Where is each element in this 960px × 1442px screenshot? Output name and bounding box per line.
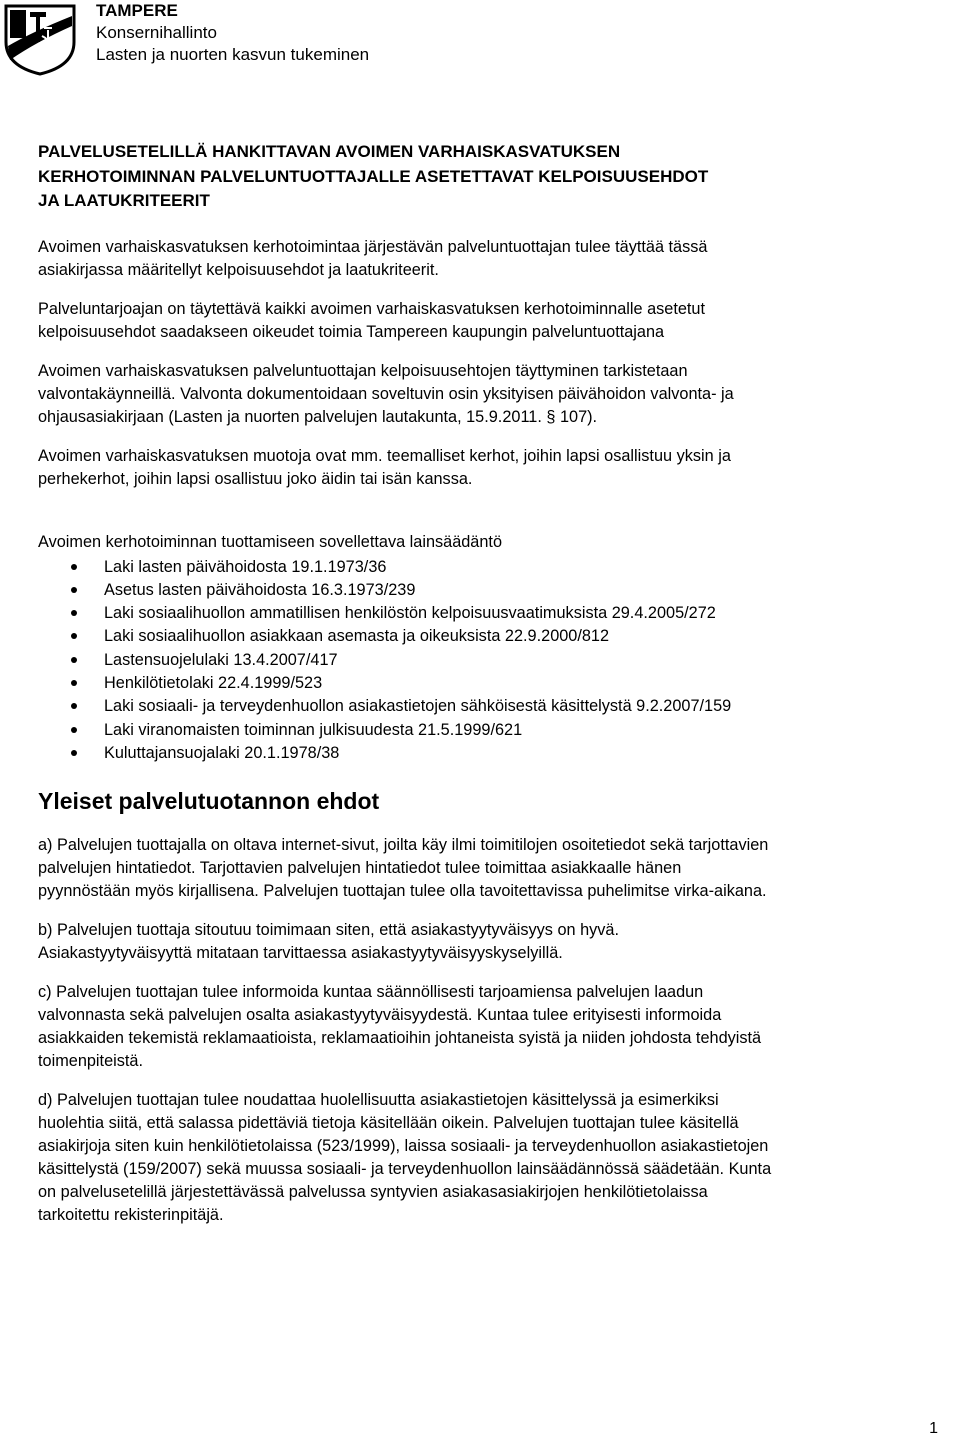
tampere-coat-of-arms-icon: [2, 2, 78, 76]
section-heading: Yleiset palvelutuotannon ehdot: [38, 788, 380, 815]
text-line: on palvelusetelillä järjestettävässä palvelussa syntyvien asiakasasiakirjojen henkilötietolaissa: [38, 1183, 708, 1202]
text-line: c) Palvelujen tuottajan tulee informoida kuntaa säännöllisesti tarjoamiensa palvelujen laadun: [38, 983, 704, 1002]
bullet-icon: [71, 564, 77, 570]
document-body: [38, 140, 958, 1227]
intro-paragraph-4: [38, 445, 958, 491]
list-item: [38, 719, 958, 742]
intro-paragraph-3: [38, 360, 958, 429]
list-item: [38, 579, 958, 602]
text-line: ohjausasiakirjaan (Lasten ja nuorten palvelujen lautakunta, 15.9.2011. § 107).: [38, 407, 598, 426]
condition-a: [38, 834, 958, 903]
list-item: [38, 556, 958, 579]
department-name: Lasten ja nuorten kasvun tukeminen: [96, 45, 370, 64]
text-line: a) Palvelujen tuottajalla on oltava internet-sivut, joilta käy ilmi toimitilojen osoitetiedot sekä tarjottavien: [38, 836, 769, 855]
text-line: perhekerhot, joihin lapsi osallistuu joko äidin tai isän kanssa.: [38, 469, 473, 488]
title-line: PALVELUSETELILLÄ HANKITTAVAN AVOIMEN VARHAISKASVATUKSEN: [38, 142, 621, 161]
law-title: Kuluttajansuojalaki 20.1.1978/38: [104, 743, 340, 762]
bullet-icon: [71, 727, 77, 733]
text-line: palvelujen hintatiedot. Tarjottavien palvelujen hintatiedot tulee toimittaa asiakkaalle hänen: [38, 859, 682, 878]
text-line: käsittelystä (159/2007) sekä muussa sosiaali- ja terveydenhuollon lainsäädännössä säädetään. Kunta: [38, 1160, 772, 1179]
law-title: Asetus lasten päivähoidosta 16.3.1973/239: [104, 580, 416, 599]
list-item: [38, 672, 958, 695]
law-title: Laki sosiaalihuollon asiakkaan asemasta ja oikeuksista 22.9.2000/812: [104, 627, 610, 646]
text-line: Palveluntarjoajan on täytettävä kaikki avoimen varhaiskasvatuksen kerhotoiminnalle asetetut: [38, 299, 705, 318]
law-title: Laki sosiaali- ja terveydenhuollon asiakastietojen sähköisestä käsittelystä 9.2.2007/159: [104, 697, 732, 716]
laws-list: [38, 556, 958, 766]
condition-d: [38, 1089, 958, 1227]
laws-heading: Avoimen kerhotoiminnan tuottamiseen sovellettava lainsäädäntö: [38, 532, 502, 551]
text-line: asiakirjoja siten kuin henkilötietolaissa (523/1999), laissa sosiaali- ja terveydenhuollon asiakastietojen: [38, 1137, 769, 1156]
condition-c: [38, 981, 958, 1073]
list-item: [38, 742, 958, 765]
title-line: JA LAATUKRITEERIT: [38, 191, 210, 210]
text-line: d) Palvelujen tuottajan tulee noudattaa huolellisuutta asiakastietojen käsittelyssä ja esimerkiksi: [38, 1091, 719, 1110]
bullet-icon: [71, 750, 77, 756]
letterhead: [0, 0, 600, 80]
list-item: [38, 649, 958, 672]
law-title: Laki lasten päivähoidosta 19.1.1973/36: [104, 557, 387, 576]
text-line: kelpoisuusehdot saadakseen oikeudet toimia Tampereen kaupungin palveluntuottajana: [38, 322, 665, 341]
intro-paragraph-1: [38, 236, 958, 282]
list-item: [38, 625, 958, 648]
law-title: Laki sosiaalihuollon ammatillisen henkilöstön kelpoisuusvaatimuksista 29.4.2005/272: [104, 604, 716, 623]
list-item: [38, 695, 958, 718]
bullet-icon: [71, 610, 77, 616]
unit-name: Konsernihallinto: [96, 23, 217, 42]
bullet-icon: [71, 657, 77, 663]
text-line: asiakkaiden tekemistä reklamaatioista, reklamaatioihin johtaneista syistä ja niiden johdosta tehdyistä: [38, 1029, 762, 1048]
text-line: toimenpiteistä.: [38, 1052, 143, 1071]
text-line: asiakirjassa määritellyt kelpoisuusehdot ja laatukriteerit.: [38, 260, 439, 279]
text-line: Avoimen varhaiskasvatuksen palveluntuottajan kelpoisuusehtojen täyttyminen tarkistetaan: [38, 361, 688, 380]
law-title: Henkilötietolaki 22.4.1999/523: [104, 673, 323, 692]
document-title: [38, 140, 958, 214]
law-title: Lastensuojelulaki 13.4.2007/417: [104, 650, 338, 669]
bullet-icon: [71, 587, 77, 593]
text-line: Asiakastyytyväisyyttä mitataan tarvittaessa asiakastyytyväisyyskyselyillä.: [38, 944, 563, 963]
city-name: TAMPERE: [96, 1, 178, 20]
text-line: pyynnöstään myös kirjallisena. Palvelujen tuottajan tulee olla tavoitettavissa puhelimitse virka-aikana.: [38, 882, 767, 901]
page-number: 1: [929, 1420, 938, 1437]
intro-paragraph-2: [38, 298, 958, 344]
list-item: [38, 602, 958, 625]
text-line: tarkoitettu rekisterinpitäjä.: [38, 1206, 224, 1225]
text-line: valvontakäynneillä. Valvonta dokumentoidaan soveltuvin osin yksityisen päivähoidon valvonta- ja: [38, 384, 734, 403]
bullet-icon: [71, 680, 77, 686]
bullet-icon: [71, 633, 77, 639]
condition-b: [38, 919, 958, 965]
text-line: b) Palvelujen tuottaja sitoutuu toimimaan siten, että asiakastyytyväisyys on hyvä.: [38, 921, 619, 940]
law-title: Laki viranomaisten toiminnan julkisuudesta 21.5.1999/621: [104, 720, 523, 739]
text-line: Avoimen varhaiskasvatuksen muotoja ovat mm. teemalliset kerhot, joihin lapsi osallistuu yksin ja: [38, 446, 731, 465]
text-line: Avoimen varhaiskasvatuksen kerhotoimintaa järjestävän palveluntuottajan tulee täyttää tässä: [38, 237, 708, 256]
text-line: huolehtia siitä, että salassa pidettäviä tietoja käsitellään oikein. Palvelujen tuottajan tulee käsitellä: [38, 1114, 739, 1133]
title-line: KERHOTOIMINNAN PALVELUNTUOTTAJALLE ASETETTAVAT KELPOISUUSEHDOT: [38, 166, 709, 186]
text-line: valvonnasta sekä palvelujen osalta asiakastyytyväisyydestä. Kuntaa tulee erityisesti informoida: [38, 1006, 722, 1025]
organization-block: [96, 0, 369, 66]
bullet-icon: [71, 703, 77, 709]
